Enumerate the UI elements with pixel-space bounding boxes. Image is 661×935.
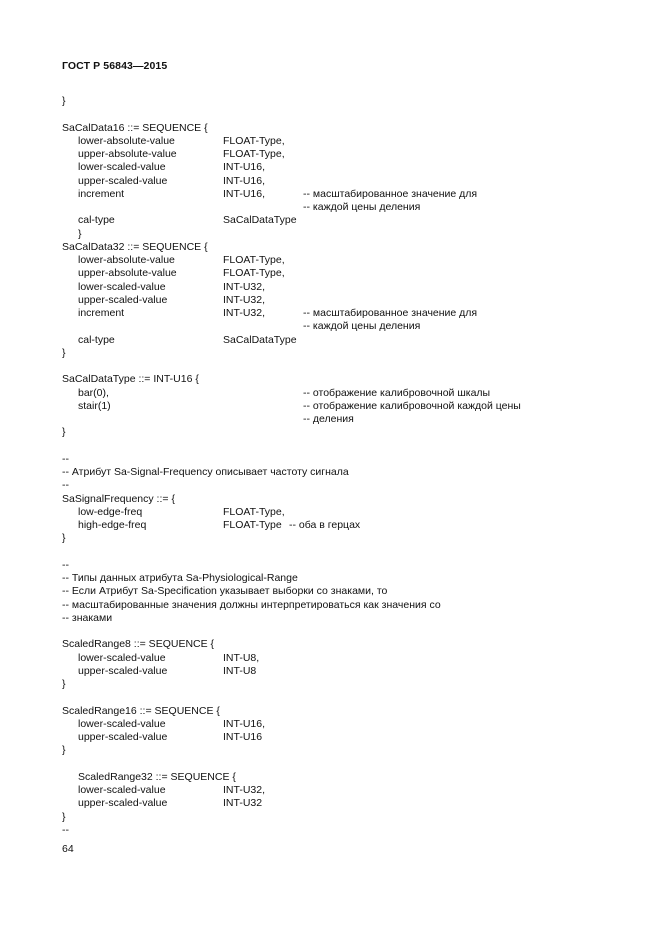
field-name: low-edge-freq	[78, 505, 143, 518]
field-comment: -- каждой цены деления	[303, 320, 421, 333]
code-line	[62, 373, 622, 386]
field-row	[62, 665, 622, 678]
field-type: INT-U16,	[223, 174, 266, 187]
type-definition: ScaledRange16 ::= SEQUENCE {	[62, 704, 220, 717]
field-row	[62, 135, 622, 148]
code-line	[62, 638, 622, 651]
field-type: INT-U32,	[223, 280, 266, 293]
field-name: upper-absolute-value	[78, 267, 177, 280]
code-text: }	[62, 346, 66, 359]
comment-line	[62, 479, 622, 492]
field-name: lower-absolute-value	[78, 254, 175, 266]
field-name: lower-scaled-value	[78, 717, 166, 730]
code-listing	[62, 95, 622, 837]
comment-line	[62, 585, 622, 598]
type-definition: ScaledRange8 ::= SEQUENCE {	[62, 638, 215, 651]
code-text: }	[62, 678, 66, 690]
field-row	[62, 506, 622, 519]
field-type: INT-U32,	[223, 293, 266, 306]
field-row	[62, 307, 622, 320]
field-name: lower-scaled-value	[78, 161, 166, 174]
field-name: upper-scaled-value	[78, 174, 168, 187]
field-type: INT-U32	[223, 797, 263, 810]
field-name: cal-type	[78, 333, 115, 346]
field-row	[62, 294, 622, 307]
field-type: SaCalDataType	[223, 333, 297, 346]
field-name: upper-absolute-value	[78, 148, 177, 160]
field-type: SaCalDataType	[223, 214, 297, 227]
comment-text: -- знаками	[62, 611, 113, 624]
code-line	[62, 811, 622, 824]
field-row	[62, 334, 622, 347]
comment-line	[62, 466, 622, 479]
field-type: FLOAT-Type,	[223, 148, 285, 160]
comment-line	[62, 320, 622, 333]
field-row	[62, 718, 622, 731]
field-type: INT-U16,	[223, 717, 266, 730]
field-name: high-edge-freq	[78, 519, 147, 531]
comment-line	[62, 559, 622, 572]
comment-line	[62, 201, 622, 214]
page-number: 64	[62, 843, 74, 855]
field-row	[62, 188, 622, 201]
code-line	[62, 705, 622, 718]
field-comment: -- деления	[303, 413, 354, 425]
code-line	[62, 744, 622, 757]
field-name: upper-scaled-value	[78, 664, 168, 677]
field-name: lower-scaled-value	[78, 280, 166, 293]
code-text: }	[78, 227, 82, 240]
field-type: INT-U16,	[223, 187, 266, 200]
field-row	[62, 387, 622, 400]
field-name: increment	[78, 187, 125, 200]
code-line	[62, 678, 622, 691]
field-comment: -- оба в герцах	[289, 519, 361, 531]
code-line	[62, 771, 622, 784]
field-row	[62, 519, 622, 532]
field-row	[62, 161, 622, 174]
field-row	[62, 281, 622, 294]
type-definition: SaCalData32 ::= SEQUENCE {	[62, 240, 208, 253]
comment-text: --	[62, 823, 69, 836]
code-line	[62, 241, 622, 254]
code-line	[62, 95, 622, 108]
code-line	[62, 493, 622, 506]
field-name: lower-absolute-value	[78, 134, 175, 147]
code-text: }	[62, 810, 66, 823]
field-type: FLOAT-Type	[223, 519, 282, 531]
field-comment: -- отображение калибровочной шкалы	[303, 386, 491, 399]
field-type: INT-U16	[223, 731, 263, 743]
field-type: FLOAT-Type,	[223, 505, 285, 518]
comment-line	[62, 453, 622, 466]
field-comment: -- отображение калибровочной каждой цены	[303, 399, 521, 412]
code-text: }	[62, 426, 66, 439]
code-text: }	[62, 95, 66, 107]
field-type: INT-U32,	[223, 307, 266, 319]
code-line	[62, 347, 622, 360]
field-type: FLOAT-Type,	[223, 134, 285, 147]
field-comment: -- каждой цены деления	[303, 201, 421, 213]
comment-text: -- Атрибут Sa-Signal-Frequency описывает частоту сигнала	[62, 466, 349, 478]
field-name: lower-scaled-value	[78, 784, 166, 796]
code-text: }	[62, 744, 66, 757]
type-definition: ScaledRange32 ::= SEQUENCE {	[78, 770, 236, 783]
comment-line	[62, 413, 622, 426]
field-row	[62, 267, 622, 280]
comment-text: --	[62, 558, 69, 571]
comment-line	[62, 612, 622, 625]
comment-text: --	[62, 452, 69, 465]
field-name: upper-scaled-value	[78, 293, 168, 306]
comment-line	[62, 572, 622, 585]
code-line	[62, 532, 622, 545]
field-name: bar(0),	[78, 386, 109, 399]
field-type: INT-U8	[223, 664, 257, 677]
comment-text: -- Если Атрибут Sa-Specification указывает выборки со знаками, то	[62, 585, 388, 598]
field-name: increment	[78, 307, 125, 319]
field-type: INT-U16,	[223, 161, 266, 174]
field-name: stair(1)	[78, 399, 111, 412]
comment-text: --	[62, 479, 69, 492]
type-definition: SaSignalFrequency ::= {	[62, 492, 175, 505]
field-type: INT-U8,	[223, 651, 260, 664]
field-row	[62, 784, 622, 797]
field-row	[62, 731, 622, 744]
field-type: INT-U32,	[223, 784, 266, 796]
comment-line	[62, 824, 622, 837]
field-name: lower-scaled-value	[78, 651, 166, 664]
field-comment: -- масштабированное значение для	[303, 307, 478, 319]
field-row	[62, 148, 622, 161]
comment-line	[62, 599, 622, 612]
field-row	[62, 400, 622, 413]
document-header: ГОСТ Р 56843—2015	[62, 60, 168, 72]
code-text: }	[62, 532, 66, 545]
field-row	[62, 214, 622, 227]
field-name: cal-type	[78, 214, 115, 227]
type-definition: SaCalData16 ::= SEQUENCE {	[62, 121, 208, 134]
field-comment: -- масштабированное значение для	[303, 187, 478, 200]
comment-text: -- Типы данных атрибута Sa-Physiological-Range	[62, 572, 298, 584]
field-type: FLOAT-Type,	[223, 254, 285, 266]
field-name: upper-scaled-value	[78, 797, 168, 810]
field-type: FLOAT-Type,	[223, 267, 285, 280]
code-line	[62, 228, 622, 241]
type-definition: SaCalDataType ::= INT-U16 {	[62, 373, 199, 386]
comment-text: -- масштабированные значения должны интерпретироваться как значения со	[62, 598, 441, 611]
field-row	[62, 175, 622, 188]
code-line	[62, 426, 622, 439]
code-line	[62, 122, 622, 135]
field-name: upper-scaled-value	[78, 731, 168, 743]
field-row	[62, 797, 622, 810]
field-row	[62, 652, 622, 665]
field-row	[62, 254, 622, 267]
